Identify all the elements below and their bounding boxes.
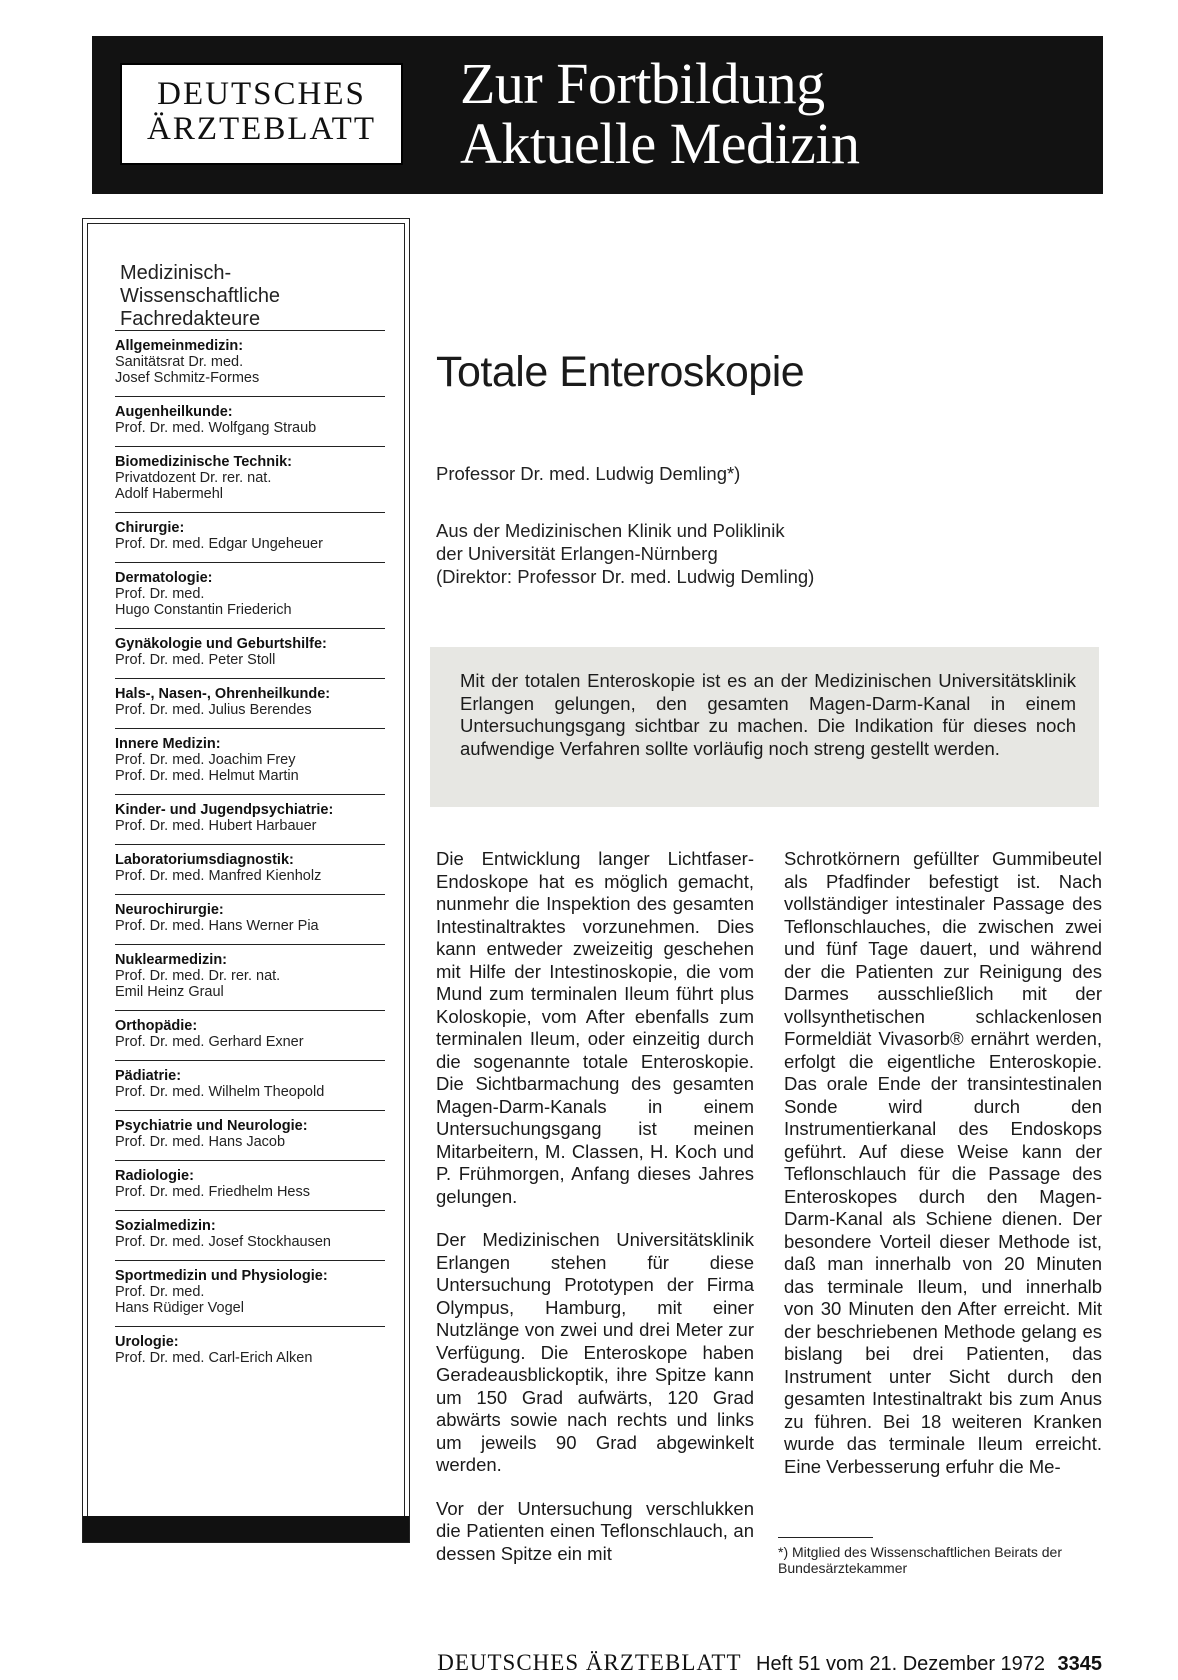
specialty: Nuklearmedizin: — [115, 952, 227, 968]
abstract-box — [430, 647, 1099, 807]
specialty: Kinder- und Jugendpsychiatrie: — [115, 802, 334, 818]
list-item — [115, 794, 385, 844]
sidebar-heading-line-3: Fachredakteure — [120, 308, 261, 330]
editor-name: Prof. Dr. med. Hubert Harbauer — [115, 818, 317, 834]
list-item — [115, 330, 385, 396]
specialty: Innere Medizin: — [115, 736, 221, 752]
specialty: Orthopädie: — [115, 1018, 198, 1034]
section-title-line-2: Aktuelle Medizin — [460, 111, 860, 176]
editor-name: Prof. Dr. med. Carl-Erich Alken — [115, 1350, 313, 1366]
footer-journal: DEUTSCHES ÄRZTEBLATT — [437, 1650, 742, 1675]
list-item — [115, 1210, 385, 1260]
list-item — [115, 894, 385, 944]
article-title: Totale Enteroskopie — [436, 348, 805, 396]
editors-sidebar — [82, 218, 410, 1543]
affiliation-line-1: Aus der Medizinischen Klinik und Poliklinik — [436, 520, 785, 541]
section-title-line-1: Zur Fortbildung — [460, 51, 825, 116]
editor-name: Prof. Dr. med. Wolfgang Straub — [115, 420, 317, 436]
editor-name: Prof. Dr. med. Dr. rer. nat. — [115, 968, 281, 984]
sidebar-bottom-bar — [83, 1516, 409, 1542]
sidebar-heading-line-1: Medizinisch- — [120, 262, 232, 284]
editor-name: Hans Rüdiger Vogel — [115, 1300, 244, 1316]
editor-name: Emil Heinz Graul — [115, 984, 224, 1000]
editors-list — [115, 330, 385, 1376]
body-paragraph: Die Entwicklung langer Lichtfaser-Endoskope hat es möglich gemacht, nunmehr die Inspektion des gesamten Intestinaltraktes vorzunehmen. Dies kann entweder zweizeitig geschehen mit Hilfe der Intestinoskopie, die vom Mund zum terminalen Ileum führt plus Koloskopie, vom After ebenfalls zum terminalen Ileum, oder einzeitig durch die sogenannte totale Enteroskopie. Die Sichtbarmachung des gesamten Magen-Darm-Kanals in einem Untersuchungsgang ist meinen Mitarbeitern, M. Classen, H. Koch und P. Frühmorgen, Anfang dieses Jahres gelungen. — [436, 848, 754, 1207]
body-paragraph: Schrotkörnern gefüllter Gummibeutel als Pfadfinder befestigt ist. Nach vollständiger intestinaler Passage des Teflonschlauches, die zwischen zwei und fünf Tage dauert, und während der die Patienten zur Reinigung des Darmes ausschließlich mit der vollsynthetischen schlackenlosen Formeldiät Vivasorb® ernährt werden, erfolgt die eigentliche Enteroskopie. Das orale Ende der transintestinalen Sonde wird durch den Instrumentierkanal des Endoskops geführt. Auf diese Weise kann der Teflonschlauch für die Passage des Enteroskopes durch den Magen-Darm-Kanal als Schiene dienen. Der besondere Vorteil dieser Methode ist, daß man innerhalb von 20 Minuten das terminale Ileum, und innerhalb von 30 Minuten den After erreicht. Mit der beschriebenen Methode gelang es bislang bei drei Patienten, das Instrument unter Sicht durch den gesamten Intestinaltrakt bis zum Anus zu führen. Bei 18 weiteren Kranken wurde das terminale Ileum erreicht. Eine Verbesserung erfuhr die Me- — [784, 848, 1102, 1477]
list-item — [115, 1260, 385, 1326]
specialty: Radiologie: — [115, 1168, 194, 1184]
footer-issue: Heft 51 vom 21. Dezember 1972 — [756, 1653, 1046, 1675]
specialty: Dermatologie: — [115, 570, 213, 586]
editor-name: Prof. Dr. med. Josef Stockhausen — [115, 1234, 331, 1250]
editor-name: Prof. Dr. med. Edgar Ungeheuer — [115, 536, 323, 552]
editor-name: Prof. Dr. med. Gerhard Exner — [115, 1034, 304, 1050]
editor-name: Prof. Dr. med. Friedhelm Hess — [115, 1184, 310, 1200]
logo-line-2: ÄRZTEBLATT — [147, 111, 376, 147]
sidebar-heading-line-2: Wissenschaftliche — [120, 285, 281, 307]
journal-logo — [120, 63, 403, 165]
list-item — [115, 512, 385, 562]
list-item — [115, 1010, 385, 1060]
page-number: 3345 — [1057, 1653, 1102, 1675]
body-paragraph: Der Medizinischen Universitätsklinik Erlangen stehen für diese Untersuchung Prototypen der Firma Olympus, Hamburg, mit einer Nutzlänge von zwei und drei Meter zur Verfügung. Die Enteroskope haben Geradeausblickoptik, ihre Spitze kann um 150 Grad aufwärts, 120 Grad abwärts sowie nach rechts und links um jeweils 90 Grad abgewinkelt werden. — [436, 1229, 754, 1475]
editor-name: Prof. Dr. med. — [115, 586, 205, 602]
editor-name: Prof. Dr. med. — [115, 1284, 205, 1300]
specialty: Augenheilkunde: — [115, 404, 233, 420]
list-item — [115, 562, 385, 628]
sidebar-frame — [87, 223, 405, 1538]
editor-name: Adolf Habermehl — [115, 486, 223, 502]
logo-line-1: DEUTSCHES — [157, 76, 366, 112]
list-item — [115, 628, 385, 678]
body-column-2 — [784, 848, 1102, 1478]
editor-name: Prof. Dr. med. Manfred Kienholz — [115, 868, 322, 884]
specialty: Psychiatrie und Neurologie: — [115, 1118, 308, 1134]
abstract-text: Mit der totalen Enteroskopie ist es an der Medizinischen Universitätsklinik Erlangen gelungen, den gesamten Magen-Darm-Kanal in einem Untersuchungsgang sichtbar zu machen. Die Indikation für dieses noch aufwendige Verfahren sollte vorläufig noch streng gestellt werden. — [460, 670, 1076, 759]
editor-name: Prof. Dr. med. Helmut Martin — [115, 768, 299, 784]
editor-name: Privatdozent Dr. rer. nat. — [115, 470, 272, 486]
list-item — [115, 678, 385, 728]
section-title — [460, 51, 860, 176]
specialty: Hals-, Nasen-, Ohrenheilkunde: — [115, 686, 331, 702]
editor-name: Prof. Dr. med. Julius Berendes — [115, 702, 312, 718]
list-item — [115, 396, 385, 446]
editor-name: Prof. Dr. med. Hans Werner Pia — [115, 918, 319, 934]
editor-name: Prof. Dr. med. Wilhelm Theopold — [115, 1084, 325, 1100]
footnote-divider — [778, 1537, 873, 1538]
specialty: Sportmedizin und Physiologie: — [115, 1268, 328, 1284]
specialty: Sozialmedizin: — [115, 1218, 216, 1234]
specialty: Allgemeinmedizin: — [115, 338, 244, 354]
specialty: Gynäkologie und Geburtshilfe: — [115, 636, 327, 652]
editor-name: Prof. Dr. med. Peter Stoll — [115, 652, 276, 668]
list-item — [115, 1160, 385, 1210]
list-item — [115, 728, 385, 794]
list-item — [115, 944, 385, 1010]
editor-name: Prof. Dr. med. Joachim Frey — [115, 752, 296, 768]
list-item — [115, 446, 385, 512]
affiliation-line-3: (Direktor: Professor Dr. med. Ludwig Demling) — [436, 566, 815, 587]
specialty: Biomedizinische Technik: — [115, 454, 292, 470]
footnote: *) Mitglied des Wissenschaftlichen Beirats der Bundesärztekammer — [778, 1544, 1063, 1576]
list-item — [115, 844, 385, 894]
page-footer — [437, 1650, 1102, 1676]
list-item — [115, 1326, 385, 1376]
specialty: Urologie: — [115, 1334, 179, 1350]
specialty: Laboratoriumsdiagnostik: — [115, 852, 294, 868]
masthead — [92, 36, 1103, 194]
body-paragraph: Vor der Untersuchung verschlukken die Patienten einen Teflonschlauch, an dessen Spitze ein mit — [436, 1497, 754, 1564]
article-author: Professor Dr. med. Ludwig Demling*) — [436, 463, 741, 484]
editor-name: Sanitätsrat Dr. med. — [115, 354, 244, 370]
specialty: Pädiatrie: — [115, 1068, 182, 1084]
editor-name: Hugo Constantin Friederich — [115, 602, 292, 618]
editor-name: Prof. Dr. med. Hans Jacob — [115, 1134, 286, 1150]
body-column-1 — [436, 848, 754, 1586]
sidebar-heading — [120, 262, 280, 331]
list-item — [115, 1110, 385, 1160]
list-item — [115, 1060, 385, 1110]
specialty: Chirurgie: — [115, 520, 185, 536]
affiliation-line-2: der Universität Erlangen-Nürnberg — [436, 543, 718, 564]
editor-name: Josef Schmitz-Formes — [115, 370, 260, 386]
specialty: Neurochirurgie: — [115, 902, 224, 918]
article-affiliation — [436, 519, 814, 588]
